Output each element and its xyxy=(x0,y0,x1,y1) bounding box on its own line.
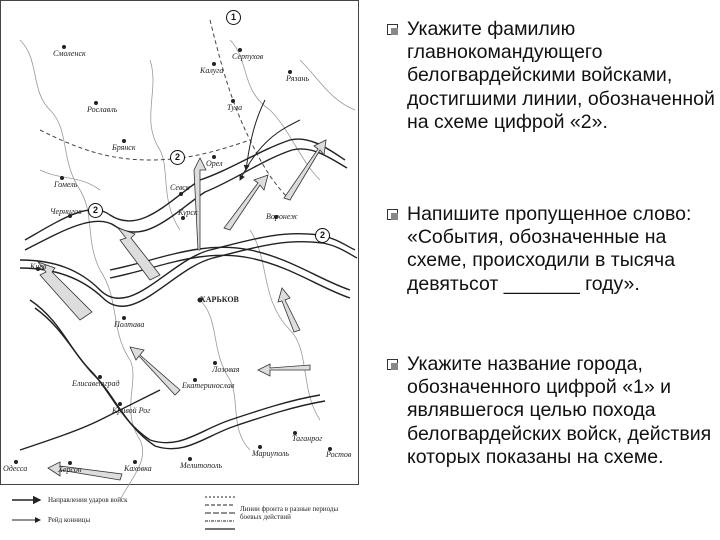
city-label: Лозовая xyxy=(212,365,240,374)
city-label: Мариуполь xyxy=(252,449,290,458)
legend-front-label: Линии фронта в разные периоды боевых действий xyxy=(240,505,339,521)
number-badge-2: 2 xyxy=(170,150,185,165)
city-label: Киев xyxy=(30,262,47,271)
number-badge-2: 2 xyxy=(315,228,330,243)
city-label: Гомель xyxy=(54,180,78,189)
city-label: Серпухов xyxy=(232,52,264,61)
city-label: Рославль xyxy=(87,105,118,114)
question-text: Укажите фамилию главнокомандующего белогвардейскими войсками, достигшими линии, обозначенной на схеме цифрой «2». xyxy=(407,18,715,133)
city-label: Екатеринослав xyxy=(182,381,235,390)
city-label: Рязань xyxy=(286,74,310,83)
city-label: ХАРЬКОВ xyxy=(200,295,239,304)
city-label: Одесса xyxy=(3,464,28,473)
legend-strike-label: Направления ударов войск xyxy=(48,496,128,504)
question-item xyxy=(387,18,720,203)
city-label: Таганрог xyxy=(292,434,323,443)
city-label: Калуга xyxy=(200,66,224,75)
question-text: Укажите название города, обозначенного цифрой «1» и являвшегося целью похода белогвардейских войск, действия которых показаны на схеме. xyxy=(407,353,712,468)
city-label: Каховка xyxy=(124,464,152,473)
city-label: Смоленск xyxy=(53,49,86,58)
city-label: Полтава xyxy=(114,320,145,329)
legend-cavalry-label: Рейд конницы xyxy=(48,516,91,524)
question-list xyxy=(387,18,720,469)
question-item xyxy=(387,203,720,353)
city-label: Чернигов xyxy=(50,207,82,216)
city-label: Брянск xyxy=(112,143,136,152)
city-label: Елисаветград xyxy=(72,379,120,388)
checkbox-bullet-icon xyxy=(387,359,398,370)
number-badge-2: 2 xyxy=(88,203,103,218)
city-label: Ростов xyxy=(326,450,352,459)
city-markers xyxy=(14,45,332,465)
city-label: Орел xyxy=(206,159,223,168)
city-label: Севск xyxy=(170,183,190,192)
city-label: Кривой Рог xyxy=(112,406,151,415)
question-text: Напишите пропущенное слово: «События, обозначенные на схеме, происходили в тысяча девятьсот _______ году». xyxy=(407,203,692,295)
checkbox-bullet-icon xyxy=(387,24,398,35)
question-item xyxy=(387,353,720,469)
city-label: Мелитополь xyxy=(180,461,223,470)
city-label: Воронеж xyxy=(266,212,298,221)
checkbox-bullet-icon xyxy=(387,209,398,220)
city-label: Херсон xyxy=(58,465,82,474)
city-label: Тула xyxy=(227,103,243,112)
number-badge-1: 1 xyxy=(226,10,241,25)
city-label: Курск xyxy=(178,208,198,217)
